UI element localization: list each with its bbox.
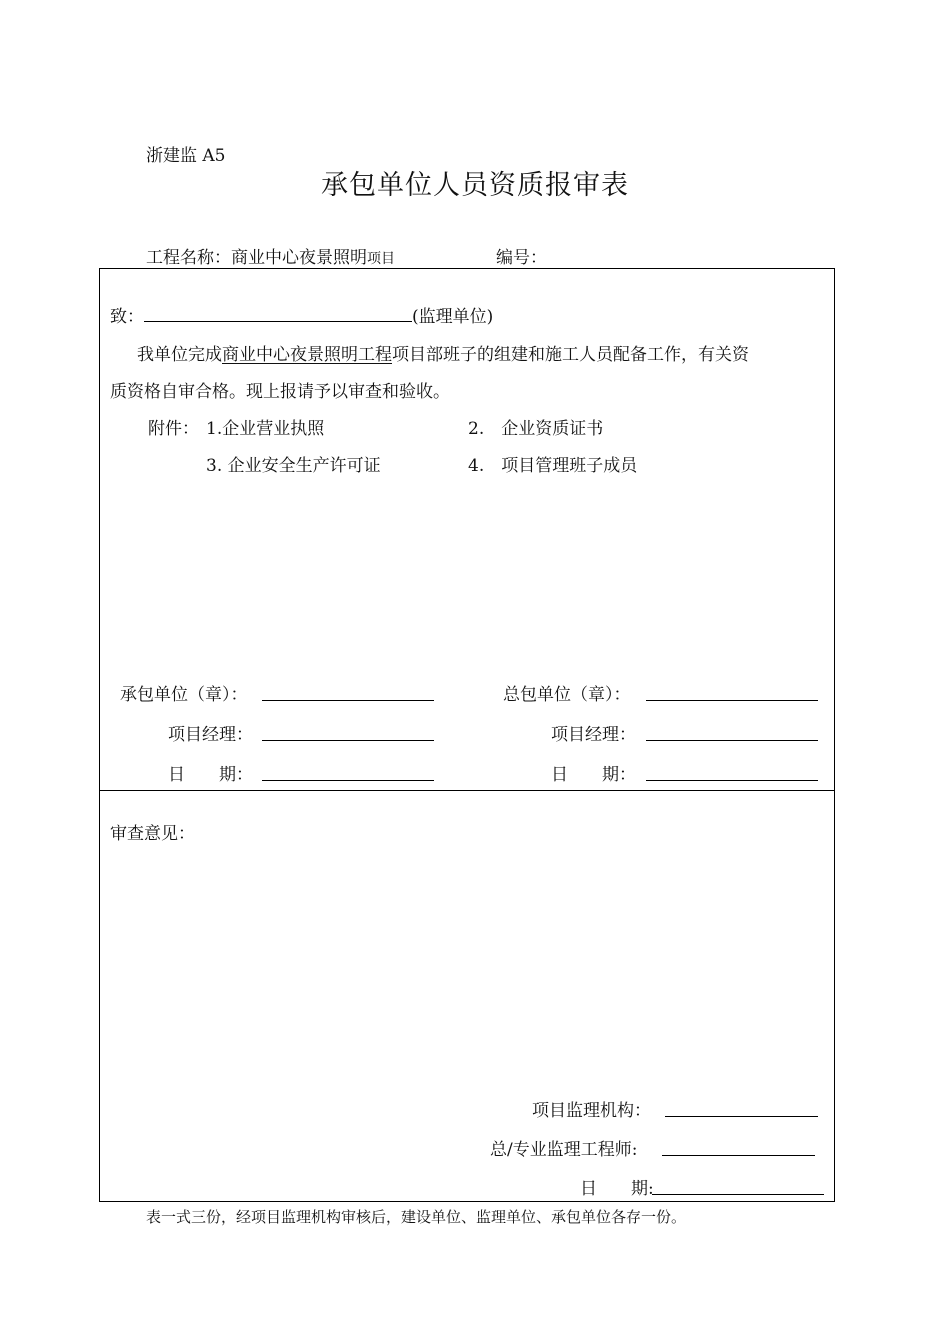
body-project-name: 商业中心夜景照明工程 — [222, 345, 392, 365]
date-field[interactable] — [262, 762, 434, 781]
project-name: 商业中心夜景照明 — [231, 248, 367, 268]
section-divider — [100, 790, 834, 791]
supervision-org-label: 项目监理机构： — [532, 1101, 651, 1121]
review-opinion-label: 审查意见： — [110, 824, 195, 844]
contractor-seal-field[interactable] — [262, 682, 434, 701]
project-name-line — [146, 243, 395, 268]
body-line-2: 质资格自审合格。现上报请予以审查和验收。 — [110, 382, 450, 402]
contractor-seal-label: 承包单位（章）： — [120, 685, 248, 705]
review-date-field[interactable] — [652, 1176, 824, 1195]
form-code: 浙建监 A5 — [146, 146, 226, 166]
footnote: 表一式三份，经项目监理机构审核后，建设单位、监理单位、承包单位各存一份。 — [146, 1208, 687, 1226]
attachment-item: 2. 企业资质证书 — [468, 419, 604, 439]
supervisor-unit-field[interactable] — [144, 303, 412, 322]
project-label: 工程名称： — [146, 248, 231, 268]
review-date-label: 日 期: — [580, 1179, 654, 1199]
project-manager-label: 项目经理： — [551, 725, 636, 745]
to-suffix: (监理单位) — [412, 307, 494, 327]
page-title: 承包单位人员资质报审表 — [321, 170, 629, 201]
supervising-engineer-label: 总/专业监理工程师: — [490, 1140, 638, 1160]
addressee-line — [110, 302, 493, 327]
attachment-item: 1.企业营业执照 — [206, 419, 325, 439]
project-manager-field[interactable] — [262, 722, 434, 741]
general-contractor-seal-label: 总包单位（章）： — [503, 685, 631, 705]
project-manager-field[interactable] — [646, 722, 818, 741]
date-label: 日 期： — [168, 765, 253, 785]
to-label: 致： — [110, 307, 144, 327]
supervising-engineer-field[interactable] — [662, 1137, 815, 1156]
form-number-label: 编号： — [496, 248, 547, 268]
attachment-item: 3. 企业安全生产许可证 — [206, 456, 381, 476]
body-rest: 项目部班子的组建和施工人员配备工作，有关资 — [392, 345, 749, 365]
supervision-org-field[interactable] — [665, 1098, 818, 1117]
project-suffix: 项目 — [367, 251, 395, 267]
date-field[interactable] — [646, 762, 818, 781]
attachments-label: 附件： — [148, 419, 199, 439]
project-manager-label: 项目经理： — [168, 725, 253, 745]
body-prefix: 我单位完成 — [137, 345, 222, 365]
attachment-item: 4. 项目管理班子成员 — [468, 456, 638, 476]
body-line-1 — [137, 340, 749, 365]
form-frame — [99, 268, 835, 1202]
general-contractor-seal-field[interactable] — [646, 682, 818, 701]
date-label: 日 期： — [551, 765, 636, 785]
